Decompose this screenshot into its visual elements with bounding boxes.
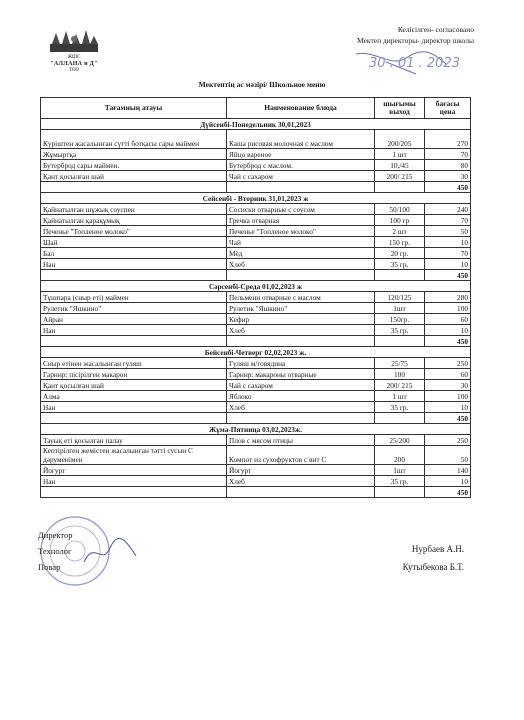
dish-name-ru: Яйцо вареное [227,149,375,160]
day-title: Бейсенбі-Четверг 02,02,2023 ж. [41,347,471,358]
menu-body [41,119,471,498]
dish-name-ru: Пельмени отварные с маслом [227,292,375,303]
day-total-row [41,487,471,498]
dish-price: 10 [425,237,471,248]
dish-name-ru: Гречка отварная [227,215,375,226]
table-row [41,292,471,303]
day-total-row [41,270,471,281]
dish-name-kz: Тұшпара (сиыр еті) маймен [41,292,227,303]
total-empty [227,270,375,281]
day-title: Сәрсенбі-Среда 01,02,2023 ж [41,281,471,292]
dish-name-ru: Компот из сухофруктов с вит С [227,446,375,465]
header-output: шығымы выход [375,98,425,119]
footer-technologist: Технолог [38,546,72,556]
dish-price: 30 [425,380,471,391]
day-total-row [41,413,471,424]
dish-output: 1 шт [375,149,425,160]
total-empty [227,336,375,347]
dish-output: 1шт [375,465,425,476]
dish-name-kz: Күріштен жасалынған сүтті ботқасы сары маймен [41,130,227,149]
total-empty [41,270,227,281]
table-row [41,303,471,314]
dish-name-ru: Чай с сахаром [227,380,375,391]
table-row [41,237,471,248]
day-header-row [41,281,471,292]
dish-name-ru: Бутерброд с маслом. [227,160,375,171]
total-empty [375,487,425,498]
dish-name-kz: Сиыр етінен жасалынған гуляш [41,358,227,369]
day-title: Сейсенбі - Вторник 31,01,2023 ж [41,193,471,204]
table-row [41,325,471,336]
dish-price: 280 [425,292,471,303]
day-title: Дүйсенбі-Понедельник 30,01,2023 [41,119,471,130]
dish-name-kz: Бутерброд сары маймен. [41,160,227,171]
dish-name-ru: Йогурт [227,465,375,476]
dish-name-ru: Сосиски отварные с соусом [227,204,375,215]
dish-output: 35 гр. [375,259,425,270]
table-row [41,259,471,270]
dish-name-kz: Кептірілген жемістен жасалынған тәтті сусын С дәруменімен [41,446,227,465]
company-logo [36,28,112,74]
table-header-row [41,98,471,119]
dish-price: 250 [425,435,471,446]
dish-output: 1шт [375,303,425,314]
dish-output: 200 [375,446,425,465]
dish-name-ru: Гарнир: макароны отварные [227,369,375,380]
header-price: бағасы цена [425,98,471,119]
dish-output: 200/ 215 [375,171,425,182]
dish-name-ru: Хлеб [227,476,375,487]
dish-name-kz: Нан [41,402,227,413]
dish-output: 100 гр [375,215,425,226]
dish-price: 50 [425,226,471,237]
dish-name-kz: Тауық еті қосылған палау [41,435,227,446]
dish-output: 25/200 [375,435,425,446]
dish-output: 200/205 [375,130,425,149]
dish-name-ru: Печенье "Топленое молоко" [227,226,375,237]
table-row [41,402,471,413]
total-empty [227,487,375,498]
dish-name-ru: Рулетик "Яшкино" [227,303,375,314]
table-row [41,248,471,259]
director-signature-icon [80,536,140,572]
table-row [41,171,471,182]
dish-name-ru: Яблоко [227,391,375,402]
dish-name-kz: Айран [41,314,227,325]
dish-price: 50 [425,446,471,465]
dish-name-kz: Нан [41,259,227,270]
header-name-ru: Наименование блюда [227,98,375,119]
dish-price: 250 [425,358,471,369]
dish-price: 80 [425,160,471,171]
table-row [41,358,471,369]
footer-cook: Повар [38,562,61,572]
dish-name-kz: Шай [41,237,227,248]
director-name: Нурбаев А.Н. [411,544,464,554]
dish-price: 60 [425,314,471,325]
approval-line-2: Мектеп директоры- директор школы [357,36,474,45]
dish-name-kz: Рулетик "Яшкино" [41,303,227,314]
day-header-row [41,193,471,204]
table-row [41,380,471,391]
footer-roles [38,527,73,575]
day-total: 450 [425,413,471,424]
table-row [41,226,471,237]
approval-block [357,24,474,71]
total-empty [41,182,227,193]
dish-output: 35 гр. [375,325,425,336]
table-row [41,149,471,160]
table-row [41,160,471,171]
dish-output: 120/125 [375,292,425,303]
table-row [41,476,471,487]
dish-output: 35 гр. [375,402,425,413]
dish-name-ru: Мёд [227,248,375,259]
dish-name-kz: Печенье "Топленое молоко" [41,226,227,237]
dish-price: 70 [425,149,471,160]
dish-price: 70 [425,248,471,259]
total-empty [41,336,227,347]
logo-line-3: ТОО [68,68,80,73]
dish-name-ru: Кефир [227,314,375,325]
dish-name-kz: Қайнатылған қарақұмық [41,215,227,226]
dish-name-kz: Жұмыртқа [41,149,227,160]
total-empty [375,413,425,424]
table-row [41,435,471,446]
dish-name-kz: Гарнир: пісірілген макарон [41,369,227,380]
signatory-names [403,540,464,576]
table-row [41,369,471,380]
table-row [41,215,471,226]
dish-name-ru: Хлеб [227,402,375,413]
dish-name-kz: Йогурт [41,465,227,476]
dish-output: 100 [375,369,425,380]
dish-price: 100 [425,391,471,402]
dish-name-ru: Каша рисовая молочная с маслом [227,130,375,149]
day-header-row [41,424,471,435]
table-row [41,130,471,149]
day-total-row [41,336,471,347]
dish-price: 10 [425,402,471,413]
logo-line-2: "АЛЛАНА и Д" [50,61,98,67]
day-total: 450 [425,487,471,498]
total-empty [375,336,425,347]
dish-name-kz: Нан [41,476,227,487]
dish-price: 270 [425,130,471,149]
dish-output: 1 шт [375,391,425,402]
table-row [41,391,471,402]
dish-name-kz: Алма [41,391,227,402]
dish-name-kz: Нан [41,325,227,336]
dish-price: 240 [425,204,471,215]
dish-price: 10 [425,259,471,270]
day-header-row [41,347,471,358]
dish-price: 10 [425,325,471,336]
dish-name-kz: Қант қосылған шай [41,380,227,391]
page-title: Мектептің ас мәзірі/ Школьное меню [198,80,326,89]
dish-name-ru: Чай с сахаром [227,171,375,182]
dish-price: 10 [425,476,471,487]
table-row [41,204,471,215]
footer-director: Директор [38,530,73,540]
approval-date: 30 . 01 . 2023 [369,56,460,71]
day-total-row [41,182,471,193]
table-row [41,446,471,465]
logo-emblem-icon [44,28,104,54]
day-total: 450 [425,336,471,347]
dish-name-ru: Плов с мясом птицы [227,435,375,446]
dish-output: 20 гр. [375,248,425,259]
dish-price: 70 [425,215,471,226]
total-empty [41,413,227,424]
total-empty [375,182,425,193]
dish-name-ru: Чай [227,237,375,248]
approval-line-1: Келісілген- согласовано [397,25,474,34]
dish-price: 100 [425,303,471,314]
dish-output: 150 гр. [375,237,425,248]
technologist-name: Кутыбекова Б.Т. [402,562,464,572]
dish-output: 35 гр. [375,476,425,487]
dish-output: 10,/45 [375,160,425,171]
dish-output: 200/ 215 [375,380,425,391]
day-total: 450 [425,182,471,193]
total-empty [227,413,375,424]
menu-table [40,97,471,498]
logo-line-1: ЖШС [67,55,81,60]
dish-price: 30 [425,171,471,182]
total-empty [375,270,425,281]
dish-output: 50/100 [375,204,425,215]
dish-name-ru: Гуляш м/говядина [227,358,375,369]
dish-name-ru: Хлеб [227,325,375,336]
dish-price: 140 [425,465,471,476]
total-empty [227,182,375,193]
dish-output: 25/75 [375,358,425,369]
total-empty [41,487,227,498]
dish-name-kz: Қайнатылған шұжық соуспен [41,204,227,215]
table-row [41,465,471,476]
table-row [41,314,471,325]
header-name-kz: Тағамның атауы [41,98,227,119]
dish-output: 150гр. [375,314,425,325]
dish-output: 2 шт [375,226,425,237]
dish-price: 60 [425,369,471,380]
day-total: 450 [425,270,471,281]
day-header-row [41,119,471,130]
dish-name-kz: Бал [41,248,227,259]
dish-name-kz: Қант қосылған шай [41,171,227,182]
dish-name-ru: Хлеб [227,259,375,270]
day-title: Жұма-Пятница 03,02,2023ж. [41,424,471,435]
